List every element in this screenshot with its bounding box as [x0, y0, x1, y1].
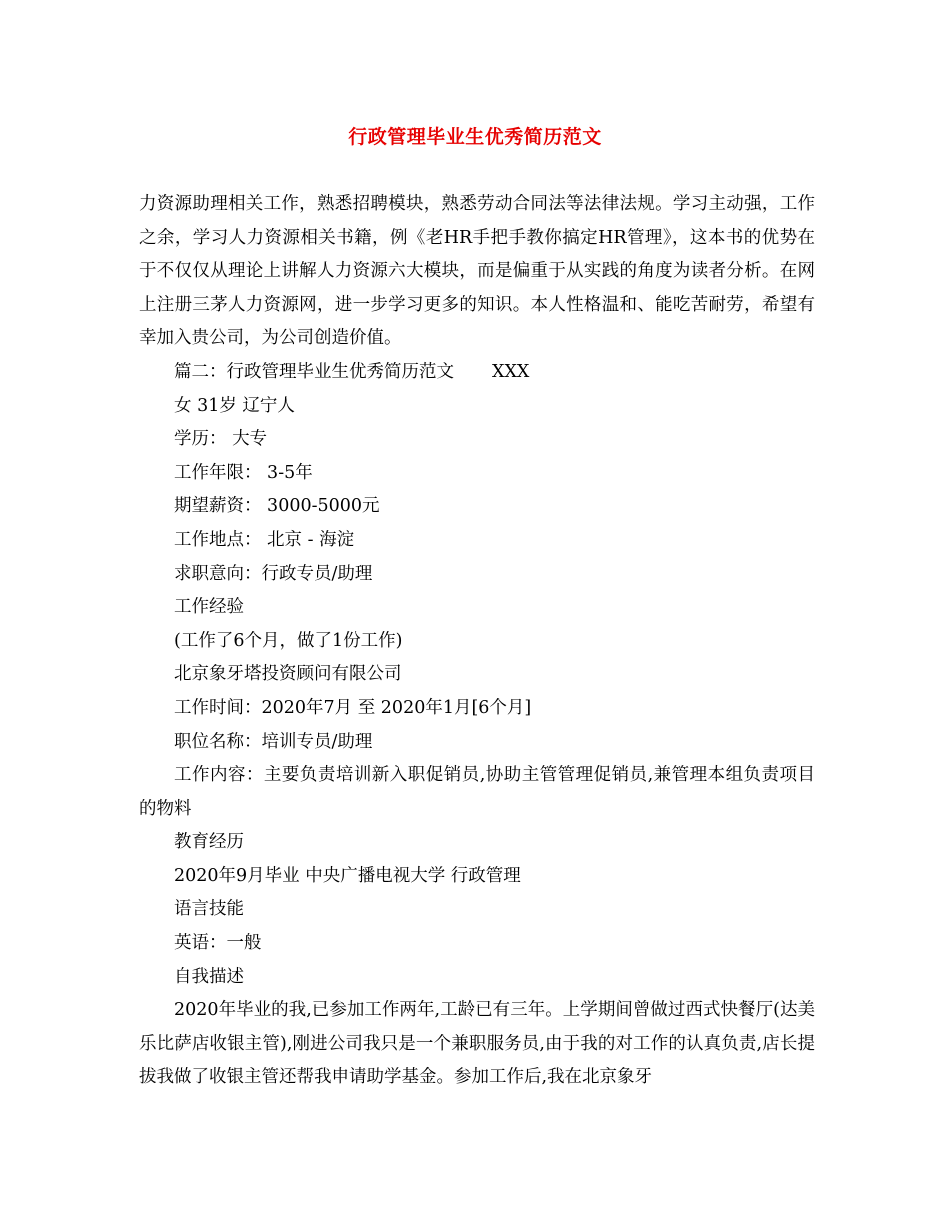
self-description-heading: 自我描述: [174, 966, 244, 987]
job-content: 工作内容：主要负责培训新入职促销员,协助主管管理促销员,兼管理本组负责项目的物料: [139, 765, 815, 819]
education-entry: 2020年9月毕业 中央广播电视大学 行政管理: [174, 865, 521, 886]
education-level: 学历： 大专: [174, 429, 268, 450]
document-title: 行政管理毕业生优秀简历范文: [348, 126, 602, 148]
document-body: [139, 188, 815, 1095]
section-heading-line: [139, 356, 815, 390]
company-name: 北京象牙塔投资顾问有限公司: [174, 664, 402, 685]
language-skills-heading: 语言技能: [174, 899, 244, 920]
work-period: 工作时间：2020年7月 至 2020年1月[6个月]: [174, 697, 532, 718]
self-description-paragraph: 2020年毕业的我,已参加工作两年,工龄已有三年。上学期间曾做过西式快餐厅(达美乐比萨店收银主管),刚进公司我只是一个兼职服务员,由于我的对工作的认真负责,店长提拔我做了收银主管还帮我申请助学基金。参加工作后,我在北京象牙: [139, 1000, 815, 1088]
expected-salary: 期望薪资： 3000-5000元: [174, 496, 380, 517]
intro-paragraph: 力资源助理相关工作，熟悉招聘模块，熟悉劳动合同法等法律法规。学习主动强，工作之余，学习人力资源相关书籍，例《老HR手把手教你搞定HR管理》，这本书的优势在于不仅仅从理论上讲解人力资源六大模块，而是偏重于从实践的角度为读者分析。在网上注册三茅人力资源网，进一步学习更多的知识。本人性格温和、能吃苦耐劳，希望有幸加入贵公司，为公司创造价值。: [139, 194, 815, 349]
work-location: 工作地点： 北京 - 海淀: [174, 529, 355, 550]
work-experience-summary: (工作了6个月，做了1份工作): [174, 630, 403, 651]
english-level: 英语：一般: [174, 933, 262, 954]
section-heading: 篇二：行政管理毕业生优秀简历范文: [174, 361, 454, 382]
position-title: 职位名称：培训专员/助理: [174, 731, 373, 752]
work-years: 工作年限： 3-5年: [174, 462, 313, 483]
job-intention: 求职意向：行政专员/助理: [174, 563, 373, 584]
work-experience-heading: 工作经验: [174, 597, 244, 618]
education-heading: 教育经历: [174, 832, 244, 853]
candidate-name: XXX: [492, 361, 530, 382]
gender-age-origin: 女 31岁 辽宁人: [174, 395, 295, 416]
